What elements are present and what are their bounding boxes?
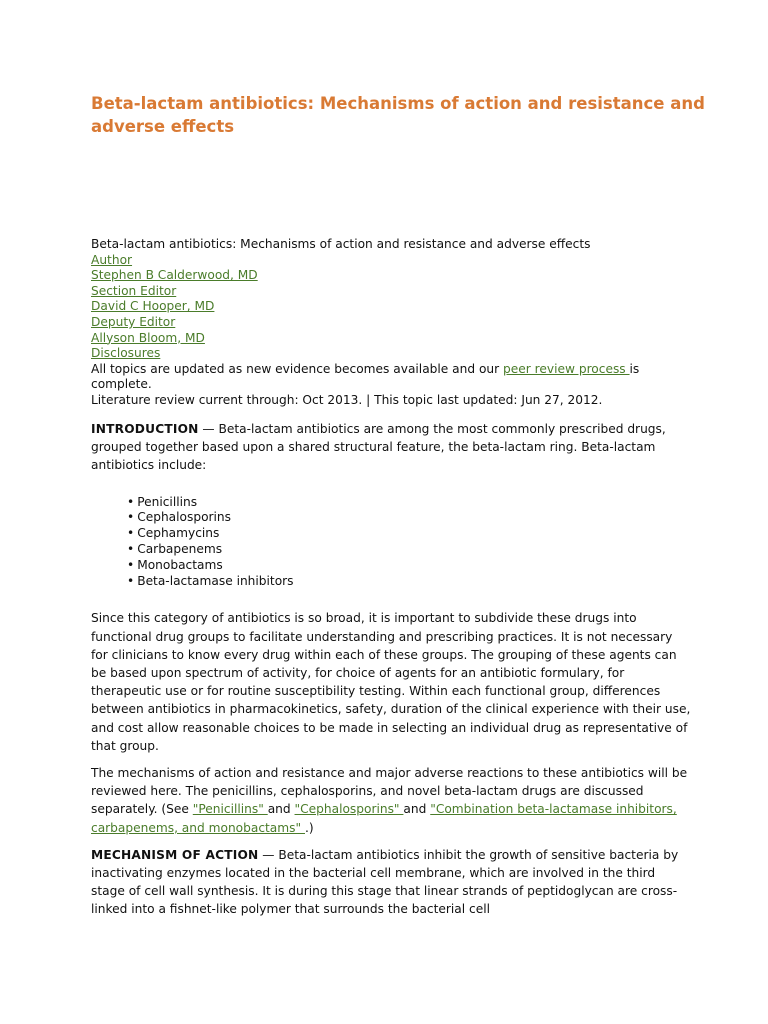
introduction-paragraph — [91, 420, 691, 475]
section-editor-name-link[interactable]: David C Hooper, MD — [91, 299, 215, 314]
review-text: The mechanisms of action and resistance and major adverse reactions to these antibiotics will be reviewed here. The penicillins, cephalosporins, and novel beta-lactam drugs are discussed separately. (See — [91, 766, 688, 817]
review-paragraph — [91, 764, 691, 837]
article-subtitle: Beta-lactam antibiotics: Mechanisms of action and resistance and adverse effects — [91, 237, 591, 251]
mechanism-paragraph — [91, 846, 691, 919]
update-notice-end: is complete. — [91, 361, 640, 392]
list-item: • Cephamycins — [127, 526, 691, 542]
article-body — [91, 420, 691, 928]
list-item: • Carbapenems — [127, 542, 691, 558]
deputy-editor-label-link[interactable]: Deputy Editor — [91, 314, 176, 329]
update-notice-text: All topics are updated as new evidence becomes available and our — [91, 361, 504, 376]
list-item: • Cephalosporins — [127, 510, 691, 526]
update-notice — [91, 362, 691, 393]
literature-review-date: Literature review current through: Oct 2013. | This topic last updated: Jun 27, 2012. — [91, 392, 603, 407]
review-and-1: and — [267, 802, 295, 817]
penicillins-link[interactable]: "Penicillins" — [192, 802, 268, 817]
author-name-link[interactable]: Stephen B Calderwood, MD — [91, 268, 258, 283]
introduction-heading: INTRODUCTION — [91, 422, 199, 436]
disclosures-link[interactable]: Disclosures — [91, 346, 161, 361]
combination-link[interactable]: "Combination beta-lactamase inhibitors, carbapenems, and monobactams" — [91, 802, 677, 835]
section-editor-label-link[interactable]: Section Editor — [91, 283, 177, 298]
mechanism-text: — Beta-lactam antibiotics inhibit the growth of sensitive bacteria by inactivating enzymes located in the bacterial cell membrane, which are involved in the third stage of cell wall synthesis. It is during this stage that linear strands of peptidoglycan are cross-linked into a fishnet-like polymer that surrounds the bacterial cell — [91, 847, 679, 917]
cephalosporins-link[interactable]: "Cephalosporins" — [294, 802, 404, 817]
list-item: • Beta-lactamase inhibitors — [127, 574, 691, 590]
article-meta — [91, 237, 691, 409]
peer-review-link[interactable]: peer review process — [503, 361, 630, 376]
introduction-text: — Beta-lactam antibiotics are among the most commonly prescribed drugs, grouped together based upon a shared structural feature, the beta-lactam ring. Beta-lactam antibiotics include: — [91, 422, 666, 473]
author-label-link[interactable]: Author — [91, 252, 133, 267]
list-item: • Monobactams — [127, 558, 691, 574]
deputy-editor-name-link[interactable]: Allyson Bloom, MD — [91, 330, 205, 345]
mechanism-heading: MECHANISM OF ACTION — [91, 847, 259, 862]
page-title: Beta-lactam antibiotics: Mechanisms of action and resistance and adverse effects — [91, 94, 705, 136]
list-item: • Penicillins — [127, 495, 691, 511]
review-end: .) — [304, 820, 314, 835]
review-and-2: and — [403, 802, 431, 817]
categories-paragraph: Since this category of antibiotics is so broad, it is important to subdivide these drugs into functional drug groups to facilitate understanding and prescribing practices. It is not necessary for clinicians to know every drug within each of these groups. The grouping of these agents can be based upon spectrum of activity, for choice of agents for an antibiotic formulary, for therapeutic use or for routine susceptibility testing. Within each functional group, differences between antibiotics in pharmacokinetics, safety, duration of the clinical experience with their use, and cost allow reasonable choices to be made in selecting an individual drug as representative of that group. — [91, 611, 691, 753]
beta-lactam-class-list — [127, 495, 691, 590]
